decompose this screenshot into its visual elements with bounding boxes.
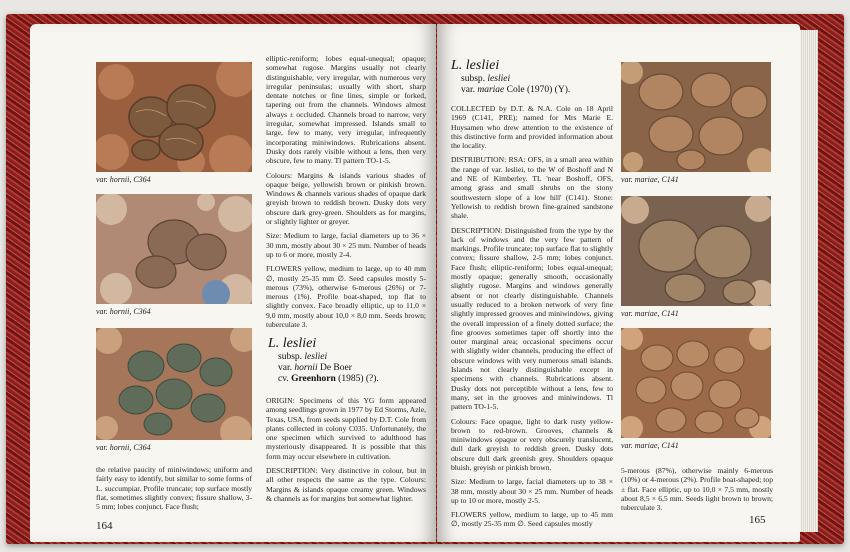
cv-year: (1985) (?). [338,374,379,384]
paragraph: Size: Medium to large, facial diameters up to 36 × 30 mm, mostly about 30 × 25 mm. Number of heads up to 6 or more, mostly 2-4. [266,231,426,259]
size-paragraph: Size: Medium to large, facial diameters up to 38 × 38 mm, mostly about 30 × 25 mm. Number of heads up to 10 or more, mostly 2-5. [451,477,613,505]
genus-name: L. lesliei [451,58,500,73]
paragraph: Colours: Margins & islands various shades of opaque beige, yellowish brown or pinkish brown. Windows & channels various shades of opaque dark greyish brown to reddish brown. Dusky dots very obscure dark grey-green. Shoulders as for margins, or slightly lighter or greyer. [266,170,426,227]
left-text-column [266,54,426,334]
right-page [437,24,800,542]
subsp-name: lesliei [487,74,511,84]
colours-paragraph: Colours: Face opaque, light to dark rusty yellow-brown to red-brown. Grooves, channels & miniwindows opaque or very obscurely translucent, dull dark greyish to reddish green. Dusky dots obscure dull dark greenish grey. Shoulders opaque bluish, greyish or pinkish brown. [451,416,613,472]
var-name: hornii [294,363,318,373]
photo-hornii-3 [96,328,252,440]
left-page [30,24,436,542]
photo-caption: var. hornii, C364 [96,443,151,452]
origin-paragraph: ORIGIN: Specimens of this YG form appeared among seedlings grown in 1977 by Ed Storms, Azle, Texas, USA, from seeds supplied by D.T. Cole from plants collected in colony C035. Unfortunately, the one specimen which survived to adulthood has mysteriously disappeared. It is possible that this form may occur elsewhere in cultivation. [266,396,426,461]
collected-paragraph: COLLECTED by D.T. & N.A. Cole on 18 April 1969 (C141, PRE); named for Mrs Marie E. Huysamen who drew attention to the existence of this distinctive form and provided information about the locality. [451,104,613,151]
author: Cole (1970) (Y). [506,85,571,95]
species-heading [451,58,611,96]
photo-caption: var. mariae, C141 [621,309,679,318]
subsp-label: subsp. [278,352,303,362]
photo-mariae-1 [621,62,771,172]
var-author: De Boer [319,363,352,373]
var-name: mariae [477,85,505,95]
var-label: var. [461,85,475,95]
photo-caption: var. mariae, C141 [621,175,679,184]
page-number: 165 [749,514,766,526]
cv-label: cv. [278,374,289,384]
distribution-paragraph: DISTRIBUTION: RSA: OFS, in a small area within the range of var. lesliei, to the W of Boshoff and N and NE of Kimberley. TL 'near Boshoff, OFS, among grass and small shrubs on the stony southwestern slope of a low hill' (C141). Stone: Yellowish to reddish brown fine-grained sandstone shale. [451,155,613,221]
photo-hornii-1 [96,62,252,172]
description-paragraph: DESCRIPTION: Distinguished from the type by the lack of windows and the very few pattern of markings. Profile truncate; top surface flat to slightly convex; fissure shallow, 2-5 mm; lobes conjunct. Face flush; elliptic-reniform; lobes equal-unequal; mostly opaque; generally smooth, occasionally slightly rugose. Margins and windows generally absent or not clearly distinguishable. Channels usually reduced to a broken network of very fine slightly impressed grooves and miniwindows, giving the overall impression of a finely dotted surface; the fine grooves sometimes taper off shortly into the outer marginal area; occasional specimens occur with slightly wider channels, producing the effect of obscure windows with very numerous small islands. Islands not clearly distinguishable except in specimens with channels. Rubrications absent. Dusky dots not perceptible without a lens, few to many, set in the grooves and miniwindows. Tl pattern TO-1-5. [451,225,613,412]
photo-mariae-2 [621,196,771,306]
flowers-paragraph: FLOWERS yellow, medium to large, up to 45 mm ∅, mostly 25-35 mm ∅. Seed capsules mostly [451,510,613,529]
right-text-column [451,104,613,534]
description-paragraph: DESCRIPTION: Very distinctive in colour, but in all other respects the same as the type. Colours: Margins & islands opaque creamy green. Windows & channels as for margins but somewhat lighter. [266,466,426,503]
page-number: 164 [96,520,113,532]
species-heading [268,336,428,385]
genus-name: L. lesliei [268,336,317,351]
cv-name: Greenhorn [291,374,336,384]
subsp-label: subsp. [461,74,486,84]
page-edges [800,30,818,532]
paragraph: elliptic-reniform; lobes equal-unequal; opaque; somewhat rugose. Margins usually not clearly distinguishable, very irregular, with numerous very irregular peninsulas; usually with short, sharp dentate notches or fine lines, simple or forked, tapering out from the channels. Windows almost always ± occluded. Channels broad to narrow, very irregular, somewhat impressed. Islands small to large, few to many, very irregular, infrequently incorporating miniwindows. Rubrications absent. Dusky dots rarely visible without a lens, then very obscure, few to many. Tl pattern TO-1-5. [266,54,426,166]
var-label: var. [278,363,292,373]
photo-caption: var. hornii, C364 [96,307,151,316]
subsp-name: lesliei [304,352,328,362]
right-bottom-text: 5-merous (87%), otherwise mainly 6-merous (10%) or 4-merous (2%). Profile boat-shaped; top ± flat. Face elliptic, up to 10,0 × 7,5 mm, mostly about 8,5 × 6,5 mm. Seeds light brown to brown; tuberculate 3. [621,466,773,513]
photo-caption: var. hornii, C364 [96,175,151,184]
bottom-left-text: the relative paucity of miniwindows; uniform and fairly easy to identify, but similar to some forms of L. succumpiar. Profile truncate; top surface mostly flat, sometimes slightly convex; fissure shallow, 3-5 mm; lobes conjunct. Face flush; [96,465,252,512]
left-text-lower [266,396,426,508]
paragraph: FLOWERS yellow, medium to large, up to 40 mm ∅, mostly 25-35 mm ∅. Seed capsules mostly 5-merous (73%), otherwise 6-merous (26%) or 7-merous (1%). Profile boat-shaped, top flat to slightly convex. Face broadly elliptic, up to 11,0 × 9,0 mm, mostly about 10,0 × 8,0 mm. Seeds brown; tuberculate 3. [266,264,426,330]
photo-mariae-3 [621,328,771,438]
photo-caption: var. mariae, C141 [621,441,679,450]
photo-hornii-2 [96,194,252,304]
